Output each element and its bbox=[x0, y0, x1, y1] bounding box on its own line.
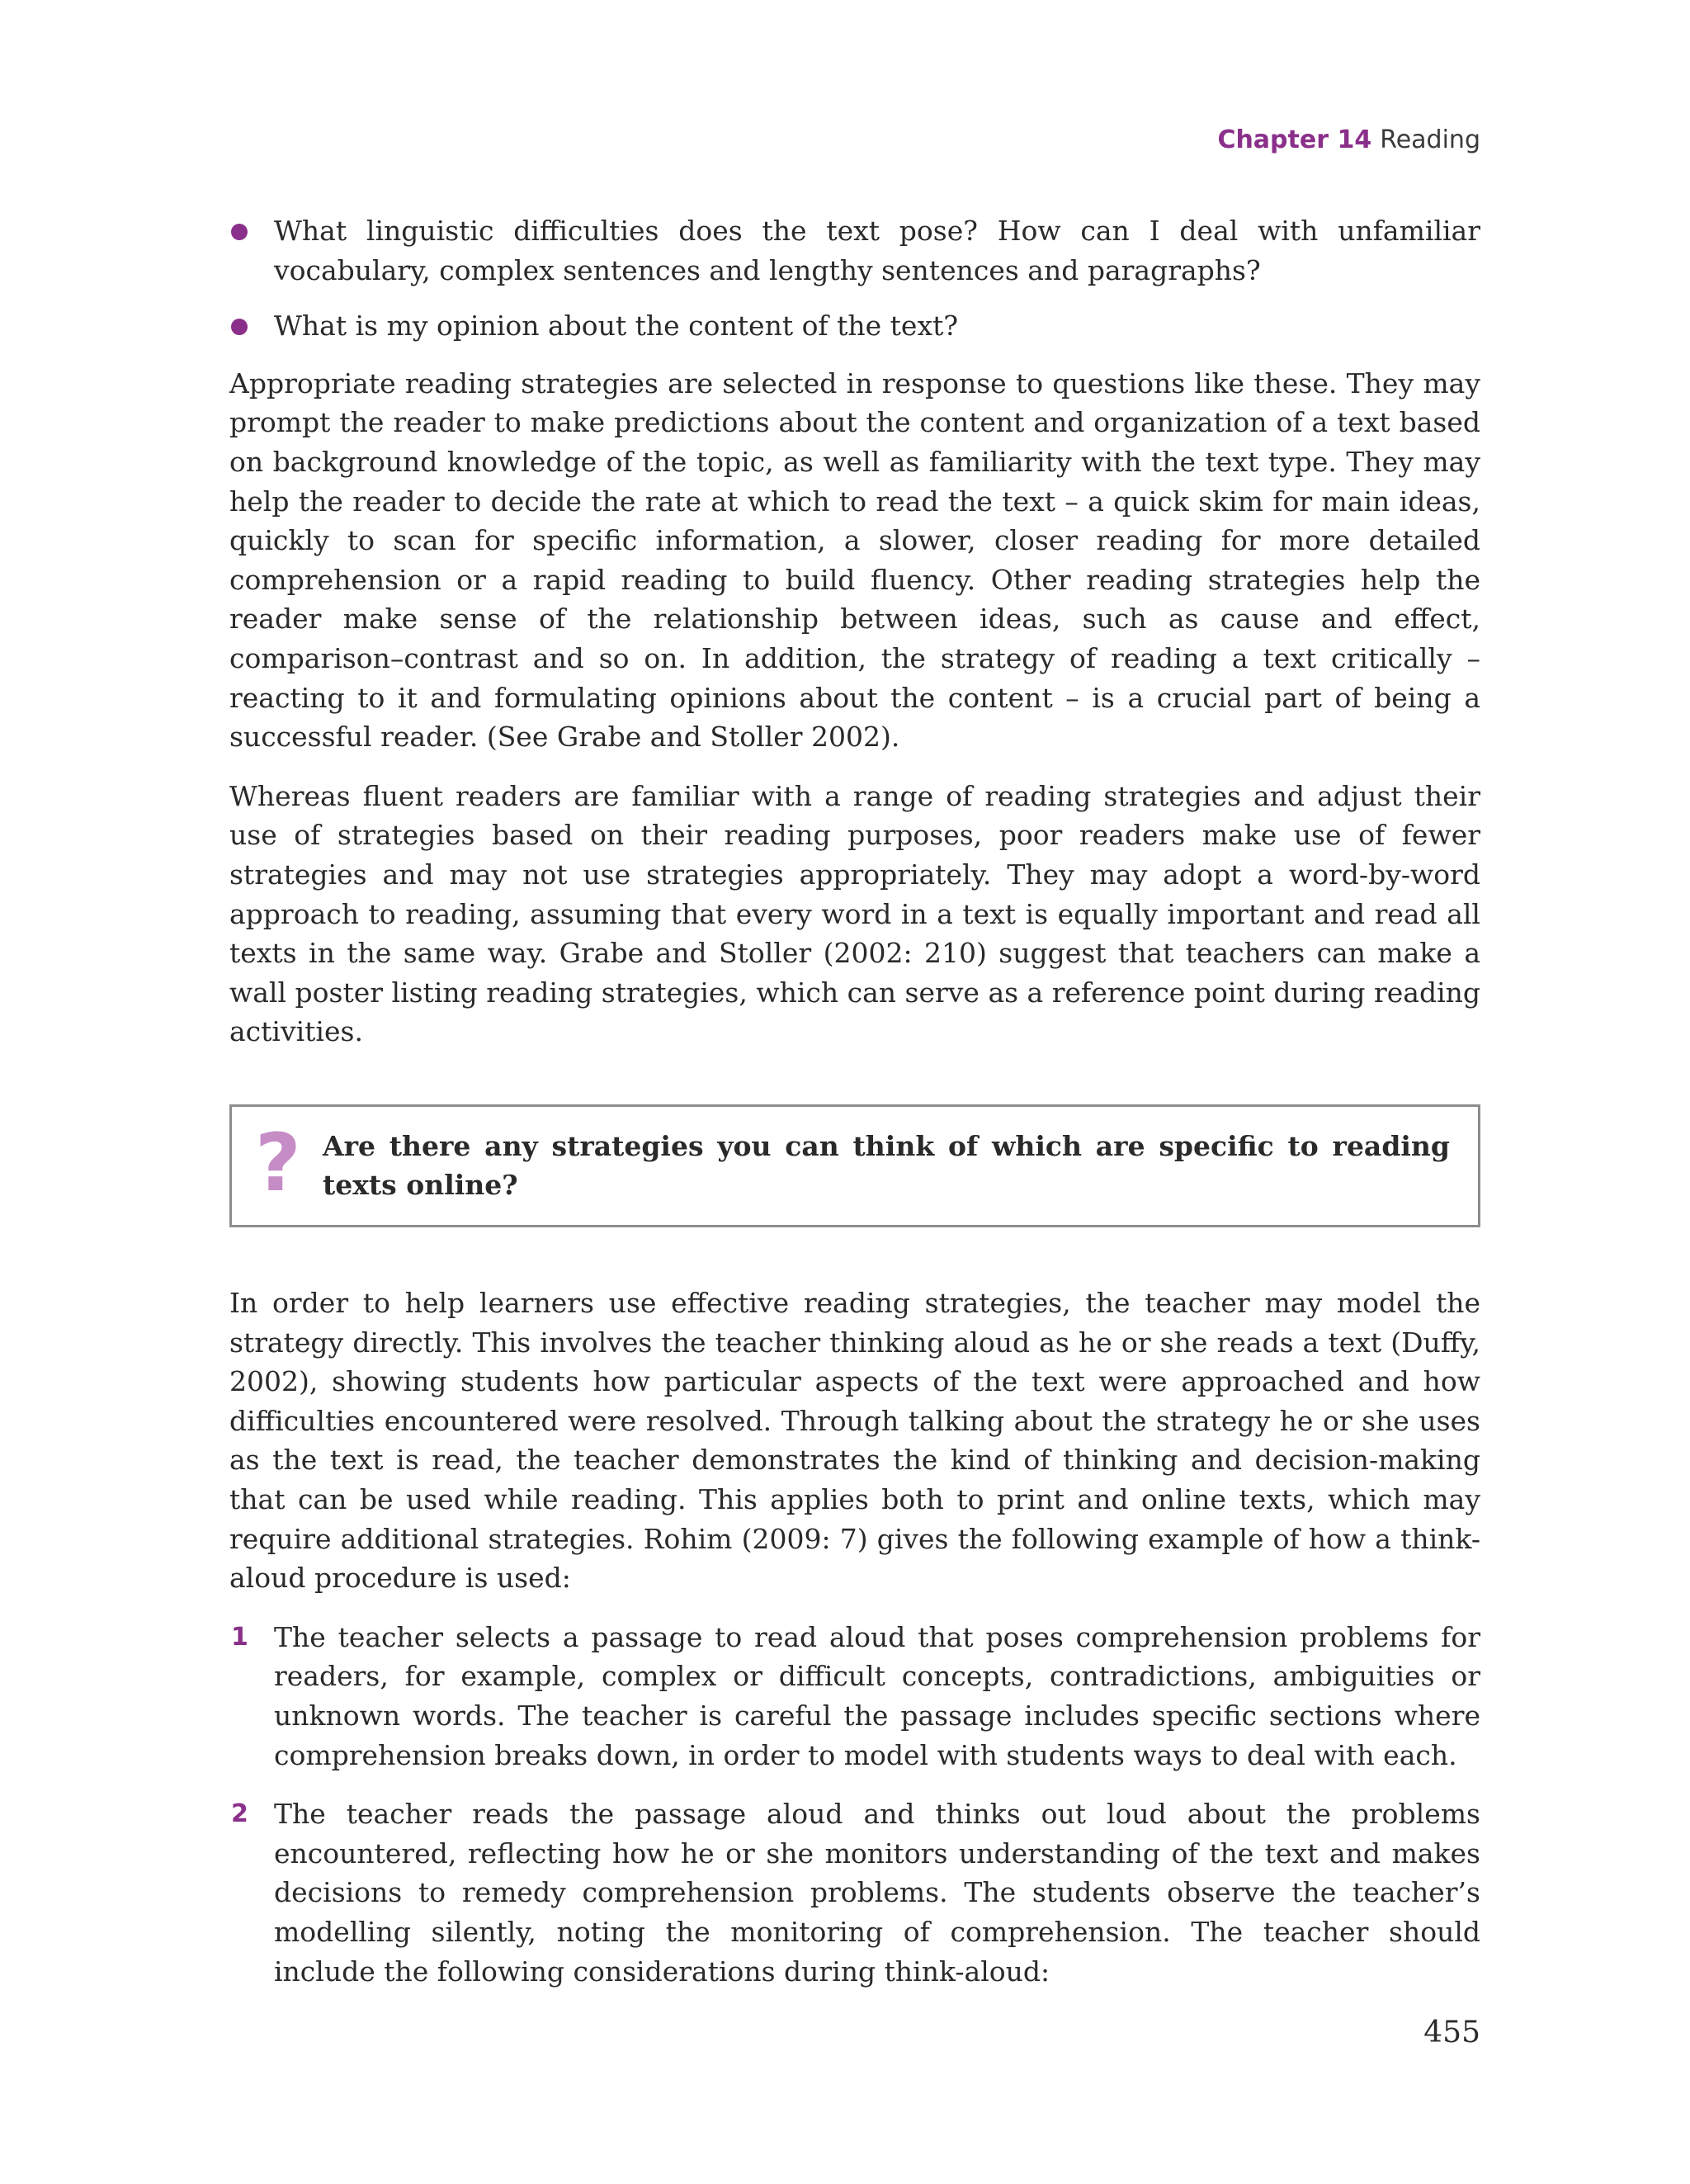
numbered-item bbox=[229, 1618, 1480, 1775]
bullet-text: What linguistic difficulties does the text pose? How can I deal with unfamiliar vocabulary, complex sentences and lengthy sentences and paragraphs? bbox=[274, 215, 1480, 286]
bullet-dot-icon bbox=[231, 224, 248, 240]
item-text: The teacher selects a passage to read aloud that poses comprehension problems for readers, for example, complex or difficult concepts, contradictions, ambiguities or unknown words. The teacher is careful the passage includes specific sections where comprehension breaks down, in order to model with students ways to deal with each. bbox=[274, 1620, 1480, 1771]
paragraph-think-aloud: In order to help learners use effective reading strategies, the teacher may model the strategy directly. This involves the teacher thinking aloud as he or she reads a text (Duffy, 2002), showing students how particular aspects of the text were approached and how difficulties encountered were resolved. Through talking about the strategy he or she uses as the text is read, the teacher demonstrates the kind of thinking and decision-making that can be used while reading. This applies both to print and online texts, which may require additional strategies. Rohim (2009: 7) gives the following example of how a think-aloud procedure is used: bbox=[229, 1287, 1480, 1595]
paragraph-reading-strategies: Appropriate reading strategies are selected in response to questions like these. They may prompt the reader to make predictions about the content and organization of a text based on background knowledge of the topic, as well as familiarity with the text type. They may help the reader to decide the rate at which to read the text – a quick skim for main ideas, quickly to scan for specific information, a slower, closer reading for more detailed comprehension or a rapid reading to build fluency. Other reading strategies help the reader make sense of the relationship between ideas, such as cause and effect, comparison–contrast and so on. In addition, the strategy of reading a text critically – reacting to it and formulating opinions about the content – is a crucial part of being a successful reader. (See Grabe and Stoller 2002). bbox=[229, 366, 1480, 754]
bullet-text: What is my opinion about the content of the text? bbox=[274, 310, 959, 343]
page-number: 455 bbox=[1423, 2016, 1480, 2049]
section-title: Reading bbox=[1380, 125, 1480, 154]
question-mark-icon: ? bbox=[255, 1116, 301, 1209]
paragraph-fluent-readers: Whereas fluent readers are familiar with a range of reading strategies and adjust their use of strategies based on their reading purposes, poor readers make use of fewer strategies and may not use strategies appropriately. They may adopt a word-by-word approach to reading, assuming that every word in a text is equally important and read all texts in the same way. Grabe and Stoller (2002: 210) suggest that teachers can make a wall poster listing reading strategies, which can serve as a reference point during reading activities. bbox=[229, 779, 1480, 1048]
item-text: The teacher reads the passage aloud and thinks out loud about the problems encountered, reflecting how he or she monitors understanding of the text and makes decisions to remedy comprehension problems. The students observe the teacher’s modelling silently, noting the monitoring of comprehension. The teacher should include the following considerations during think-aloud: bbox=[274, 1798, 1480, 1988]
bullet-dot-icon bbox=[231, 319, 248, 335]
question-box bbox=[229, 1104, 1480, 1227]
item-number: 1 bbox=[231, 1622, 248, 1652]
bullet-item bbox=[229, 211, 1480, 290]
page-body bbox=[229, 211, 1480, 2011]
item-number: 2 bbox=[231, 1799, 248, 1829]
chapter-label: Chapter 14 bbox=[1217, 125, 1372, 154]
bullet-item bbox=[229, 306, 1480, 346]
question-text: Are there any strategies you can think of which are specific to reading texts online? bbox=[323, 1129, 1450, 1202]
running-head bbox=[1217, 125, 1480, 154]
numbered-item bbox=[229, 1794, 1480, 1991]
numbered-list bbox=[229, 1618, 1480, 1991]
bullet-list bbox=[229, 211, 1480, 346]
